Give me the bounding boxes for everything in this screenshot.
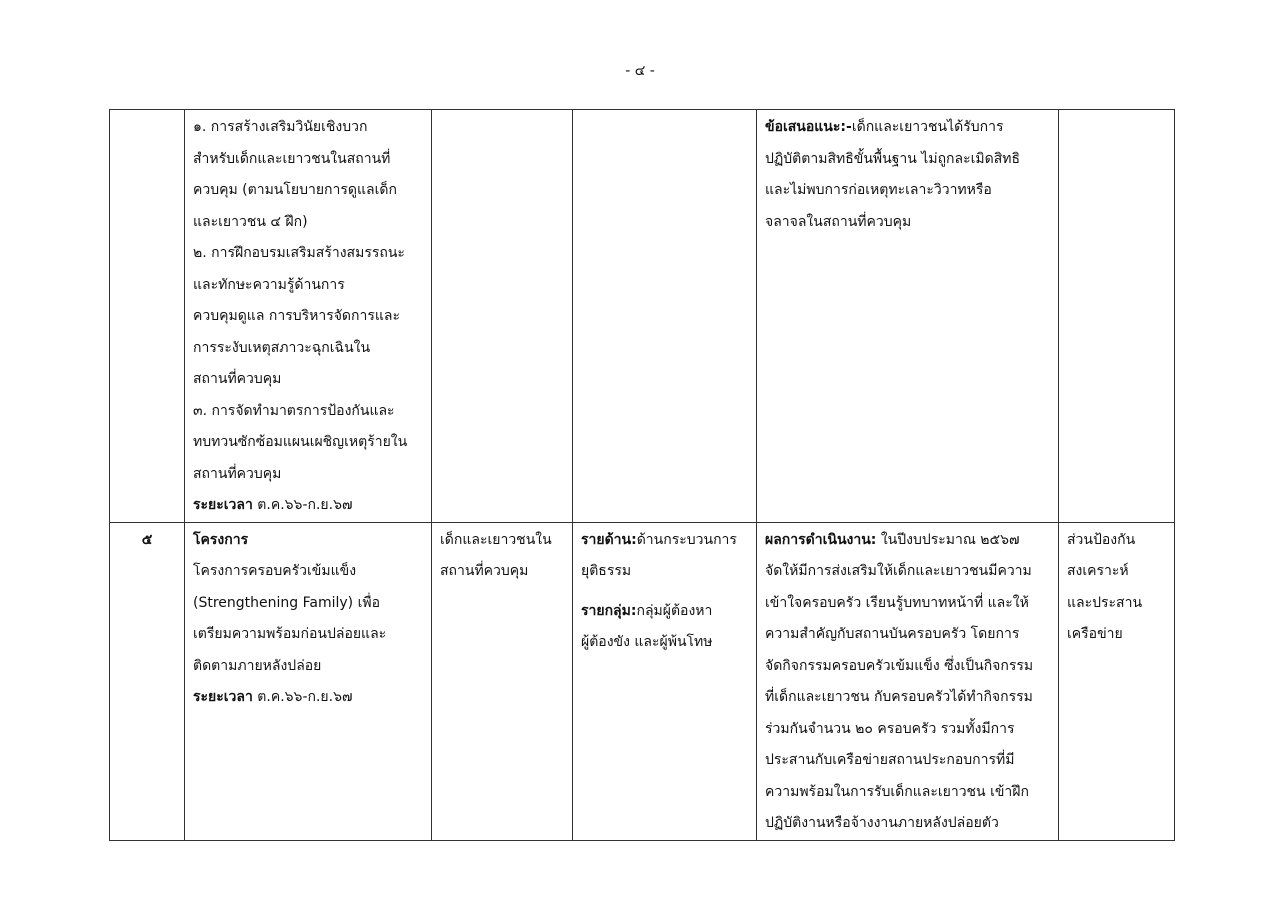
budget-cell xyxy=(573,522,757,840)
result-label: ผลการดำเนินงาน: xyxy=(765,531,877,548)
table-row xyxy=(110,522,1175,840)
period-line xyxy=(193,490,423,522)
result-line: ที่เด็กและเยาวชน กับครอบครัวได้ทำกิจกรรม xyxy=(765,689,1033,705)
period-line xyxy=(193,682,423,714)
project-heading: โครงการ xyxy=(193,531,249,548)
result-line: ปฏิบัติตามสิทธิขั้นพื้นฐาน ไม่ถูกละเมิดสิทธิ xyxy=(765,150,1021,167)
responsible-line: และประสาน xyxy=(1067,594,1143,611)
result-line: เข้าใจครอบครัว เรียนรู้บทบาทหน้าที่ และให้ xyxy=(765,594,1029,611)
period-label: ระยะเวลา xyxy=(193,689,253,705)
suggestion-text: เด็กและเยาวชนได้รับการ xyxy=(851,119,1004,135)
activity-line: และเยาวชน ๔ ฝึก) xyxy=(193,213,308,230)
activity-cell xyxy=(185,522,432,840)
result-line: จัดกิจกรรมครอบครัวเข้มแข็ง ซึ่งเป็นกิจกรรม xyxy=(765,657,1034,674)
activity-line: ๑. การสร้างเสริมวินัยเชิงบวก xyxy=(193,119,368,135)
period-value: ต.ค.๖๖-ก.ย.๖๗ xyxy=(252,689,353,705)
responsible-cell xyxy=(1059,110,1175,523)
activity-line: สำหรับเด็กและเยาวชนในสถานที่ xyxy=(193,150,391,167)
row-number: ๕ xyxy=(141,531,153,548)
result-line: ปฏิบัติงานหรือจ้างงานภายหลังปล่อยตัว xyxy=(765,815,999,831)
target-cell xyxy=(432,522,573,840)
page-number: - ๔ - xyxy=(625,63,655,79)
spacer xyxy=(581,588,748,596)
activity-line: การระงับเหตุสภาวะฉุกเฉินใน xyxy=(193,339,371,356)
activity-line: ควบคุมดูแล การบริหารจัดการและ xyxy=(193,308,400,324)
group-line-2: ผู้ต้องขัง และผู้พ้นโทษ xyxy=(581,634,713,650)
activity-line: ๓. การจัดทำมาตรการป้องกันและ xyxy=(193,402,395,419)
responsible-line: สงเคราะห์ xyxy=(1067,563,1129,579)
group-value: กลุ่มผู้ต้องหา xyxy=(636,602,713,619)
activity-line: ทบทวนซักซ้อมแผนเผชิญเหตุร้ายใน xyxy=(193,434,408,450)
side-label: รายด้าน: xyxy=(581,531,637,548)
period-label: ระยะเวลา xyxy=(193,497,253,513)
result-line: ความสำคัญกับสถานบันครอบครัว โดยการ xyxy=(765,626,1020,642)
result-line: และไม่พบการก่อเหตุทะเลาะวิวาทหรือ xyxy=(765,182,992,198)
result-cell xyxy=(757,522,1059,840)
result-cell xyxy=(757,110,1059,523)
group-label: รายกลุ่ม: xyxy=(581,602,637,619)
result-line: ประสานกับเครือข่ายสถานประกอบการที่มี xyxy=(765,752,1015,768)
report-table xyxy=(109,109,1175,841)
group-line xyxy=(581,596,748,628)
target-cell xyxy=(432,110,573,523)
responsible-line: ส่วนป้องกัน xyxy=(1067,531,1136,548)
row-number-cell xyxy=(110,110,185,523)
activity-line: สถานที่ควบคุม xyxy=(193,371,282,387)
activity-line: โครงการครอบครัวเข้มแข็ง xyxy=(193,563,357,579)
suggestion-label: ข้อเสนอแนะ:- xyxy=(765,119,852,135)
result-line: จัดให้มีการส่งเสริมให้เด็กและเยาวชนมีความ xyxy=(765,563,1032,579)
result-first-line xyxy=(765,112,1050,144)
activity-line: ควบคุม (ตามนโยบายการดูแลเด็ก xyxy=(193,182,397,198)
budget-cell xyxy=(573,110,757,523)
result-first-text: ในปีงบประมาณ ๒๕๖๗ xyxy=(876,531,1020,548)
side-value: ด้านกระบวนการ xyxy=(636,531,737,548)
activity-line: (Strengthening Family) เพื่อ xyxy=(193,594,380,611)
side-line xyxy=(581,525,748,557)
responsible-cell xyxy=(1059,522,1175,840)
activity-line: และทักษะความรู้ด้านการ xyxy=(193,276,345,293)
result-line: ร่วมกันจำนวน ๒๐ ครอบครัว รวมทั้งมีการ xyxy=(765,720,1015,737)
result-line: จลาจลในสถานที่ควบคุม xyxy=(765,213,912,230)
activity-line: ติดตามภายหลังปล่อย xyxy=(193,657,322,674)
row-number-cell xyxy=(110,522,185,840)
table-row xyxy=(110,110,1175,523)
side-line-2: ยุติธรรม xyxy=(581,563,632,579)
activity-line: สถานที่ควบคุม xyxy=(193,465,282,482)
result-line: ความพร้อมในการรับเด็กและเยาวชน เข้าฝึก xyxy=(765,783,1029,800)
period-value: ต.ค.๖๖-ก.ย.๖๗ xyxy=(252,497,353,513)
result-first-line xyxy=(765,525,1050,557)
target-line: เด็กและเยาวชนใน xyxy=(440,531,552,548)
responsible-line: เครือข่าย xyxy=(1067,626,1123,642)
target-line: สถานที่ควบคุม xyxy=(440,563,529,579)
activity-line: เตรียมความพร้อมก่อนปล่อยและ xyxy=(193,626,387,642)
activity-line: ๒. การฝึกอบรมเสริมสร้างสมรรถนะ xyxy=(193,245,405,261)
activity-cell xyxy=(185,110,432,523)
